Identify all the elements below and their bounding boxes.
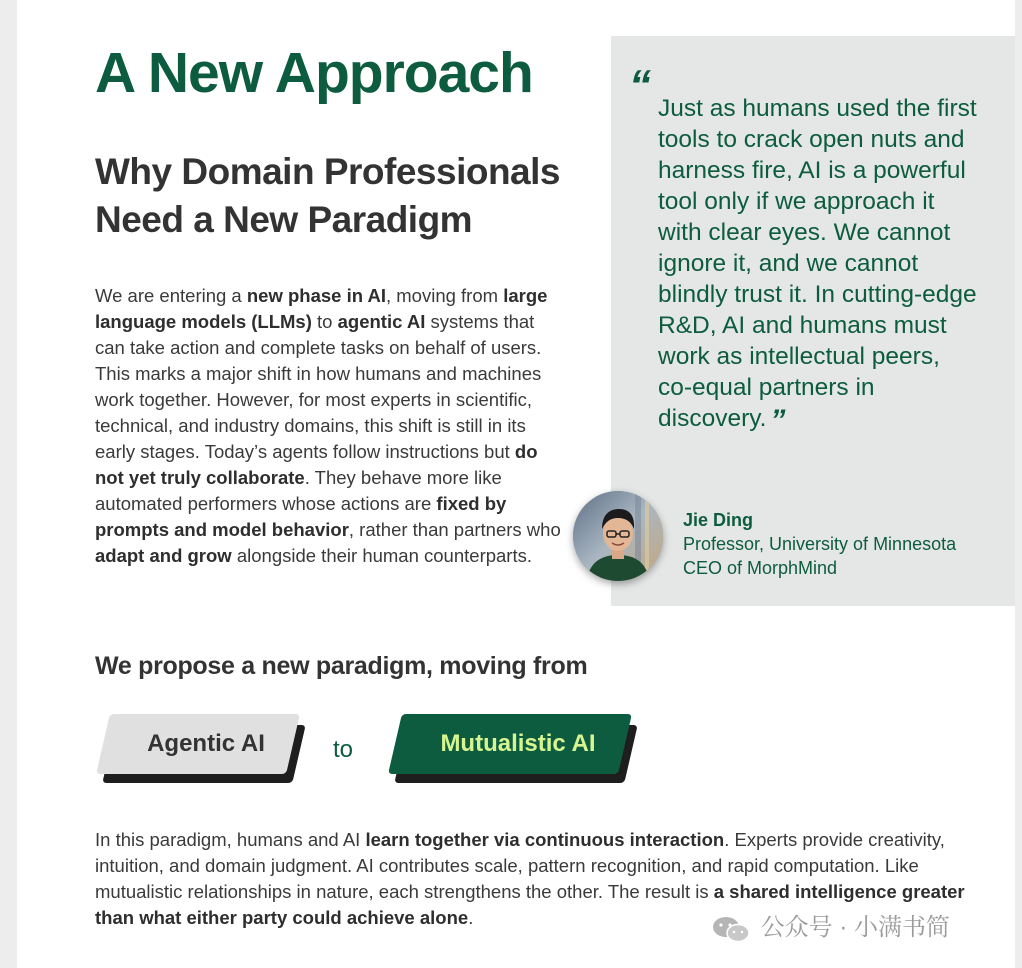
page-title: A New Approach: [95, 41, 533, 105]
watermark: [710, 910, 1000, 946]
wechat-icon: [710, 914, 754, 944]
text-run: In this paradigm, humans and AI: [95, 829, 366, 850]
proposal-heading: We propose a new paradigm, moving from: [95, 652, 588, 680]
agentic-ai-tag: [97, 714, 307, 788]
text-run: . They behave more like automated performers whose actions are: [95, 467, 502, 514]
watermark-text: 公众号 · 小满书简: [760, 914, 950, 941]
quote-card: [611, 36, 1015, 606]
emphasis-text: agentic AI: [337, 311, 426, 332]
subtitle-line-1: Why Domain Professionals: [95, 151, 560, 192]
text-run: .: [468, 907, 474, 928]
author-name: Jie Ding: [683, 510, 754, 530]
emphasis-text: a shared intelligence greater than what either party could achieve alone: [95, 881, 965, 928]
document-page: [17, 0, 1015, 968]
text-run: , rather than partners who: [348, 519, 561, 540]
text-run: . Experts provide creativity, intuition, and domain judgment. AI contributes scale, pattern recognition, and rapid computation. Like mutualistic relationships in nature, each strengthens the other. The result is: [95, 829, 945, 902]
close-quote-icon: ”: [770, 404, 786, 437]
text-run: systems that can take action and complete tasks on behalf of users. This marks a major shift in how humans and machines work together. However, for most experts in scientific, technical, and industry domains, this shift is still in its early stages. Today’s agents follow instructions but: [95, 311, 542, 462]
author-avatar: [573, 491, 663, 581]
emphasis-text: learn together via continuous interaction: [365, 829, 725, 850]
emphasis-text: fixed by prompts and model behavior: [95, 493, 507, 540]
subtitle-line-2: Need a New Paradigm: [95, 199, 473, 240]
author-role-ceo: CEO of MorphMind: [683, 558, 838, 578]
text-run: , moving from: [385, 285, 504, 306]
text-run: alongside their human counterparts.: [231, 545, 532, 566]
quote-body: [658, 93, 980, 436]
agentic-ai-label: Agentic AI: [147, 730, 265, 757]
mutualistic-ai-label: Mutualistic AI: [440, 730, 596, 757]
page-subtitle: [95, 148, 560, 244]
author-role-professor: Professor, University of Minnesota: [683, 534, 957, 554]
text-run: We are entering a: [95, 285, 247, 306]
text-run: to: [311, 311, 338, 332]
person-portrait-icon: [573, 491, 663, 581]
mutualistic-ai-tag: [389, 714, 639, 788]
emphasis-text: do not yet truly collaborate: [95, 441, 538, 488]
emphasis-text: new phase in AI: [246, 285, 386, 306]
quote-text: Just as humans used the first tools to crack open nuts and harness fire, AI is a powerful tool only if we approach it with clear eyes. We cannot ignore it, and we cannot blindly trust it. In cutting-edge R&D, AI and humans must work as intellectual peers, co-equal partners in discovery.: [658, 95, 977, 432]
open-quote-icon: “: [629, 61, 651, 110]
emphasis-text: adapt and grow: [95, 545, 232, 566]
emphasis-text: large language models (LLMs): [95, 285, 548, 332]
to-connector: to: [333, 736, 354, 763]
intro-paragraph: [95, 283, 565, 569]
